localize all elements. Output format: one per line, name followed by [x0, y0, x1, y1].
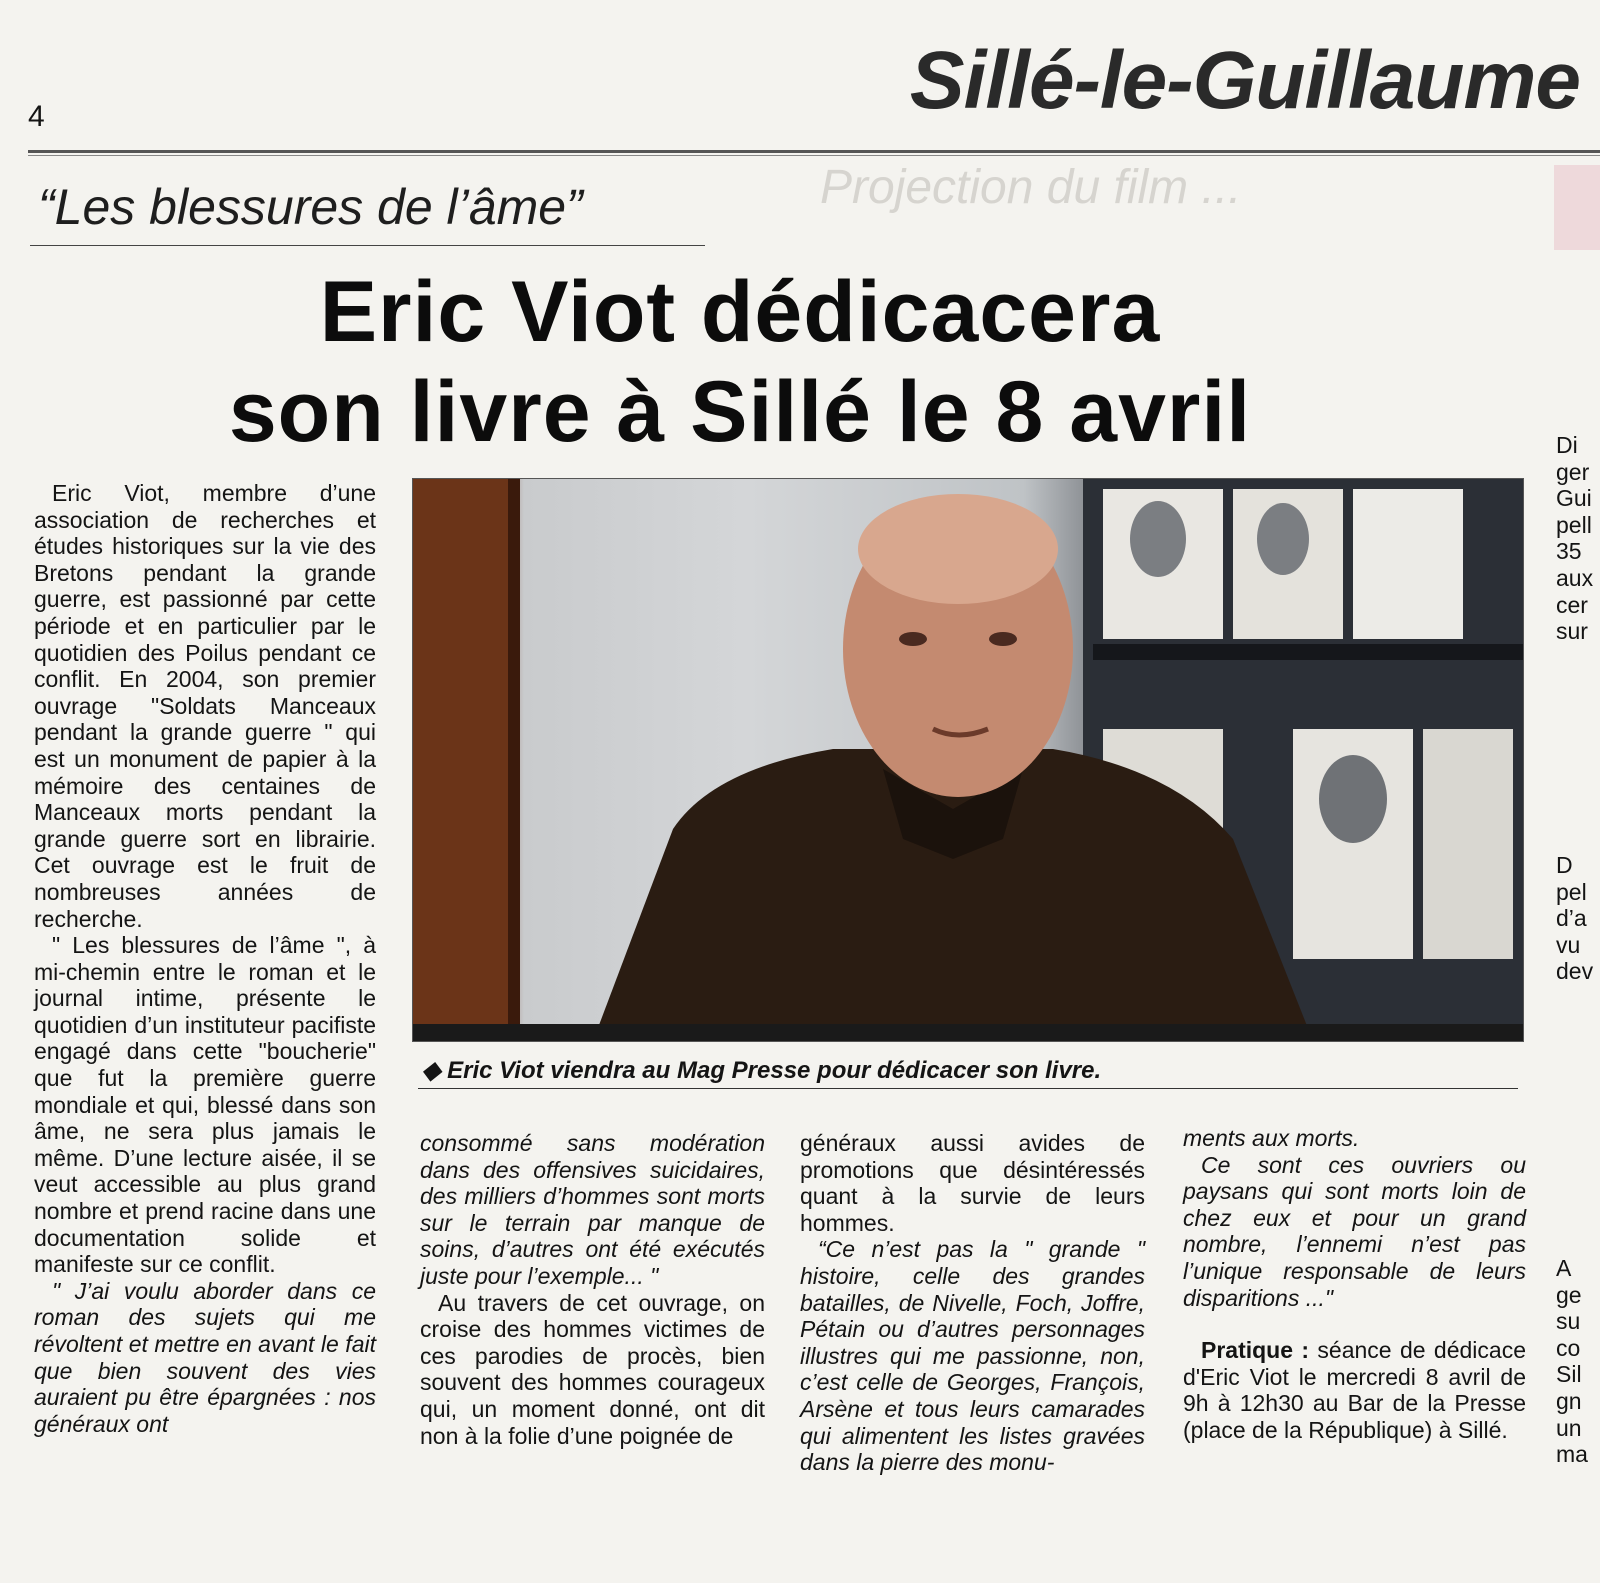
paragraph: Eric Viot, membre d’une association de recherches et études historiques sur la vie des Bretons pendant la grande guerre, est passionné par cette période et en particulier par le quotidien des Poilus pendant ce conflit. En 2004, son premier ouvrage "Soldats Manceaux pendant la grande guerre " qui est un monument de papier à la mémoire des centaines de Manceaux morts pendant la grande guerre sort en librairie. Cet ouvrage est le fruit de nombreuses années de recherche. — [34, 480, 376, 932]
fragment-line: un — [1556, 1414, 1582, 1441]
practical-info — [1183, 1337, 1526, 1443]
fragment-line: 35 — [1556, 538, 1582, 565]
article-kicker: “Les blessures de l’âme” — [38, 179, 583, 235]
paragraph-quote: “Ce n’est pas la " grande " histoire, celle des grandes batailles, de Nivelle, Foch, Joffre, Pétain ou d’autres personnages illustres qui me passionne, non, c’est celle de Georges, François, Arsène et tous leurs camarades qui alimentent les listes gravées dans la pierre des monu- — [800, 1236, 1145, 1476]
paragraph-quote: " J’ai voulu aborder dans ce roman des sujets qui me révoltent et mettre en avant le fait que bien souvent des vies auraient pu être épargnées : nos généraux ont — [34, 1277, 376, 1437]
paragraph-quote: Ce sont ces ouvriers ou paysans qui sont morts loin de chez eux et pour un grand nombre, l’ennemi n’est pas l’unique responsable de leurs disparitions ..." — [1183, 1151, 1526, 1311]
headline-line-1: Eric Viot dédicacera — [319, 264, 1161, 360]
article-headline — [40, 262, 1440, 462]
author-portrait-illustration — [413, 479, 1523, 1041]
fragment-line: Di — [1556, 432, 1578, 458]
caption-rule — [418, 1088, 1518, 1089]
article-column-4 — [1183, 1125, 1526, 1444]
page-number: 4 — [28, 100, 45, 133]
fragment-line: Gui — [1556, 485, 1592, 512]
fragment-line: D — [1556, 852, 1573, 878]
practical-label: Pratique : — [1201, 1337, 1310, 1364]
fragment-line: dev — [1556, 958, 1594, 985]
bleed-through-text: Projection du film ... — [820, 161, 1242, 214]
paragraph: généraux aussi avides de promotions que désintéressés quant à la survie de leurs hommes. — [800, 1130, 1145, 1236]
article-column-2 — [420, 1130, 765, 1449]
paragraph-quote: consommé sans modération dans des offensives suicidaires, des milliers d’hommes sont morts sur le terrain par manque de soins, d’autres ont été exécutés juste pour l’exemple... " — [420, 1130, 765, 1289]
fragment-line: aux — [1556, 564, 1594, 591]
practical-text: séance de dédicace d'Eric Viot le mercredi 8 avril de 9h à 12h30 au Bar de la Presse (place de la République) à Sillé. — [1183, 1337, 1526, 1443]
adjacent-column-fragment-3 — [1556, 1255, 1600, 1468]
fragment-line: ma — [1556, 1441, 1588, 1468]
masthead-rule — [28, 150, 1600, 153]
paragraph: Au travers de cet ouvrage, on croise des hommes victimes de ces parodies de procès, bien souvent des hommes courageux qui, un moment donné, ont dit non à la folie d’une poignée de — [420, 1289, 765, 1449]
fragment-line: Sil — [1556, 1361, 1582, 1388]
fragment-line: cer — [1556, 591, 1588, 618]
fragment-line: vu — [1556, 931, 1581, 958]
fragment-line: A — [1556, 1255, 1572, 1281]
section-title: Sillé-le-Guillaume — [909, 35, 1580, 126]
photo-caption: ◆ Eric Viot viendra au Mag Presse pour dédicacer son livre. — [422, 1057, 1102, 1084]
fragment-line: pell — [1556, 511, 1592, 538]
fragment-line: su — [1556, 1308, 1581, 1335]
fragment-line: sur — [1556, 618, 1588, 645]
kicker-rule — [30, 245, 705, 246]
article-column-1 — [34, 480, 376, 1437]
fragment-line: ge — [1556, 1281, 1582, 1308]
paragraph-quote: ments aux morts. — [1183, 1125, 1360, 1151]
headline-line-2: son livre à Sillé le 8 avril — [228, 364, 1252, 460]
masthead-rule-thin — [28, 155, 1600, 156]
adjacent-column-fragment-1 — [1556, 432, 1600, 645]
fragment-line: ger — [1556, 458, 1590, 485]
fragment-line: co — [1556, 1334, 1581, 1361]
paragraph: " Les blessures de l’âme ", à mi-chemin entre le roman et le journal intime, présente le quotidien d’un instituteur pacifiste engagé dans cette "boucherie" que fut la première guerre mondiale et qui, blessé dans son âme, ne sera plus jamais le même. D’une lecture aisée, il se veut accessible au plus grand nombre et prend racine dans une documentation solide et manifeste sur ce conflit. — [34, 932, 376, 1278]
article-photo — [412, 478, 1524, 1042]
fragment-line: pel — [1556, 878, 1587, 905]
adjacent-ad-block — [1554, 165, 1600, 250]
fragment-line: gn — [1556, 1387, 1582, 1414]
article-column-3 — [800, 1130, 1145, 1476]
fragment-line: d’a — [1556, 905, 1587, 932]
adjacent-column-fragment-2 — [1556, 852, 1600, 985]
